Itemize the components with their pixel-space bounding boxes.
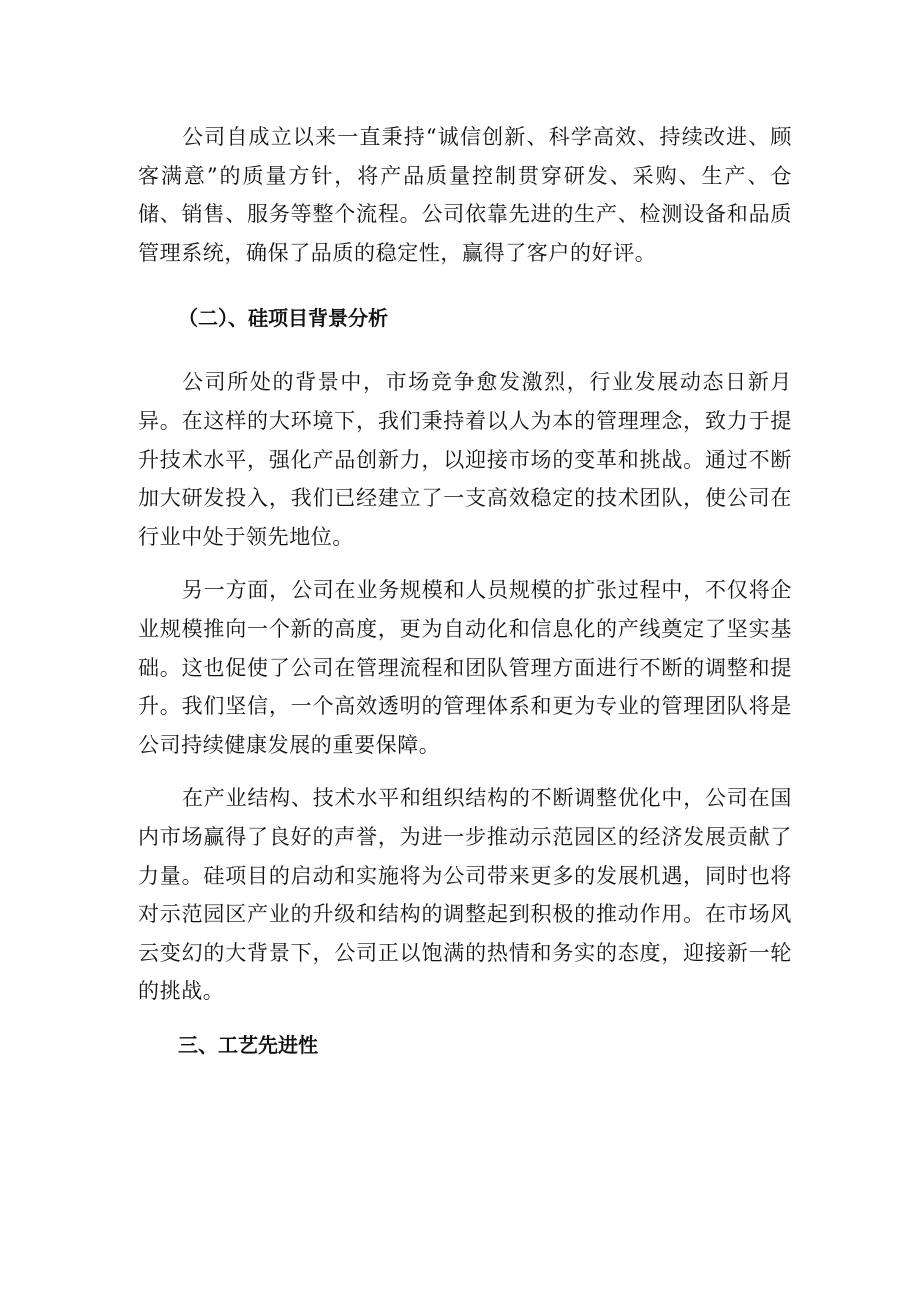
paragraph-scale-expansion: 另一方面，公司在业务规模和人员规模的扩张过程中，不仅将企业规模推向一个新的高度，更为自动化和信息化的产线奠定了坚实基础。这也促使了公司在管理流程和团队管理方面进行不断的调整和提升。我们坚信，一个高效透明的管理体系和更为专业的管理团队将是公司持续健康发展的重要保障。 [138, 578, 792, 757]
subsection-heading: （二）、硅项目背景分析 [178, 306, 388, 331]
paragraph-market-background: 公司所处的背景中，市场竞争愈发激烈，行业发展动态日新月异。在这样的大环境下，我们秉持着以人为本的管理理念，致力于提升技术水平，强化产品创新力，以迎接市场的变革和挑战。通过不断加大研发投入，我们已经建立了一支高效稳定的技术团队，使公司在行业中处于领先地位。 [138, 370, 792, 549]
paragraph-quality-policy: 公司自成立以来一直秉持“诚信创新、科学高效、持续改进、顾客满意”的质量方针，将产品质量控制贯穿研发、采购、生产、仓储、销售、服务等整个流程。公司依靠先进的生产、检测设备和品质管理系统，确保了品质的稳定性，赢得了客户的好评。 [138, 125, 792, 265]
section-heading: 三、工艺先进性 [178, 1032, 318, 1057]
document-body [138, 112, 792, 1060]
paragraph-industry-structure: 在产业结构、技术水平和组织结构的不断调整优化中，公司在国内市场赢得了良好的声誉，为进一步推动示范园区的经济发展贡献了力量。硅项目的启动和实施将为公司带来更多的发展机遇，同时也将对示范园区产业的升级和结构的调整起到积极的推动作用。在市场风云变幻的大背景下，公司正以饱满的热情和务实的态度，迎接新一轮的挑战。 [138, 786, 792, 1004]
